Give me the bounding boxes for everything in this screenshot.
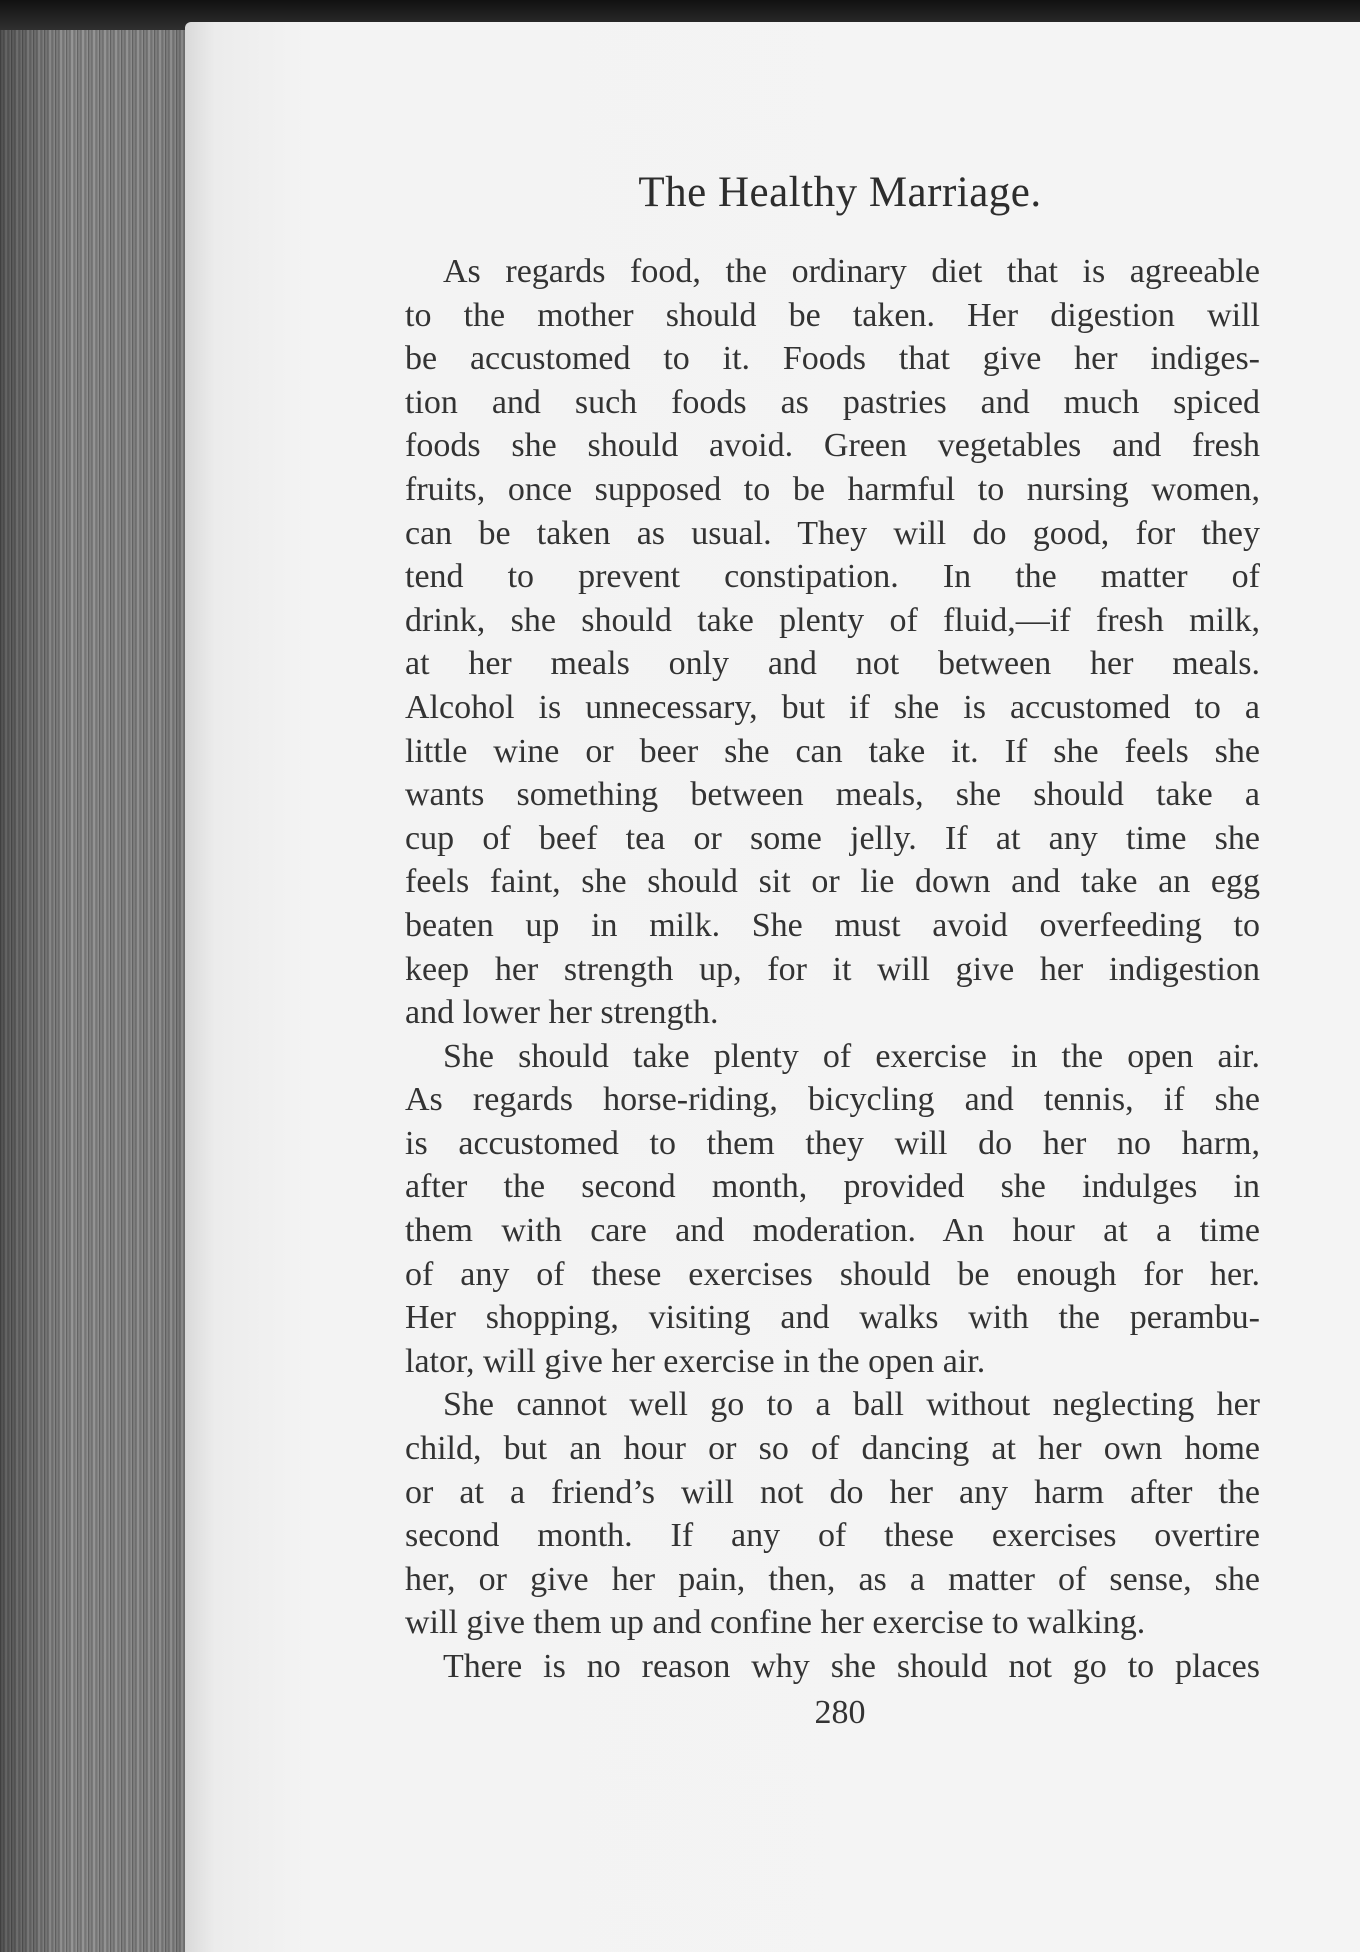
body-text [405,250,1260,1689]
text-line: cup of beef tea or some jelly. If at any time she [405,819,1260,857]
text-line: child, but an hour or so of dancing at her own home [405,1430,1260,1468]
text-line: be accustomed to it. Foods that give her indiges- [405,340,1260,378]
text-line: is accustomed to them they will do her no harm, [405,1124,1260,1162]
text-line: As regards food, the ordinary diet that is agreeable [443,253,1260,290]
text-line: will give them up and confine her exercise to walking. [405,1604,1146,1642]
text-line: at her meals only and not between her meals. [405,645,1260,683]
text-line: She should take plenty of exercise in the open air. [443,1037,1260,1075]
text-line: her, or give her pain, then, as a matter of sense, she [405,1560,1260,1598]
paragraph [405,1035,1260,1384]
text-line: them with care and moderation. An hour at a time [405,1212,1260,1250]
text-line: or at a friend’s will not do her any harm after the [405,1473,1260,1511]
text-line: As regards horse-riding, bicycling and tennis, if she [405,1081,1260,1119]
text-line: beaten up in milk. She must avoid overfeeding to [405,906,1260,944]
text-line: There is no reason why she should not go to places [443,1648,1260,1685]
text-line: feels faint, she should sit or lie down and take an egg [405,863,1260,901]
text-line: keep her strength up, for it will give her indigestion [405,950,1260,988]
running-head: The Healthy Marriage. [638,169,1042,216]
paragraph [405,1645,1260,1689]
text-line: tend to prevent constipation. In the matter of [405,558,1260,596]
text-line: foods she should avoid. Green vegetables and fresh [405,427,1260,465]
text-line: and lower her strength. [405,994,719,1032]
paragraph [405,1383,1260,1645]
text-line: drink, she should take plenty of fluid,—if fresh milk, [405,601,1260,639]
page-number: 280 [814,1694,866,1731]
text-line: wants something between meals, she should take a [405,776,1260,814]
text-line: little wine or beer she can take it. If she feels she [405,732,1260,770]
paragraph [405,250,1260,1035]
text-line: lator, will give her exercise in the open air. [405,1342,986,1380]
text-line: of any of these exercises should be enough for her. [405,1255,1260,1293]
text-line: to the mother should be taken. Her digestion will [405,296,1260,334]
text-line: fruits, once supposed to be harmful to nursing women, [405,470,1260,508]
text-line: can be taken as usual. They will do good, for they [405,514,1260,552]
text-line: tion and such foods as pastries and much spiced [405,383,1260,421]
text-line: after the second month, provided she indulges in [405,1168,1260,1206]
text-line: Her shopping, visiting and walks with the perambu- [405,1299,1260,1337]
text-line: Alcohol is unnecessary, but if she is accustomed to a [405,688,1260,726]
text-line: She cannot well go to a ball without neglecting her [443,1386,1260,1424]
text-line: second month. If any of these exercises overtire [405,1517,1260,1555]
